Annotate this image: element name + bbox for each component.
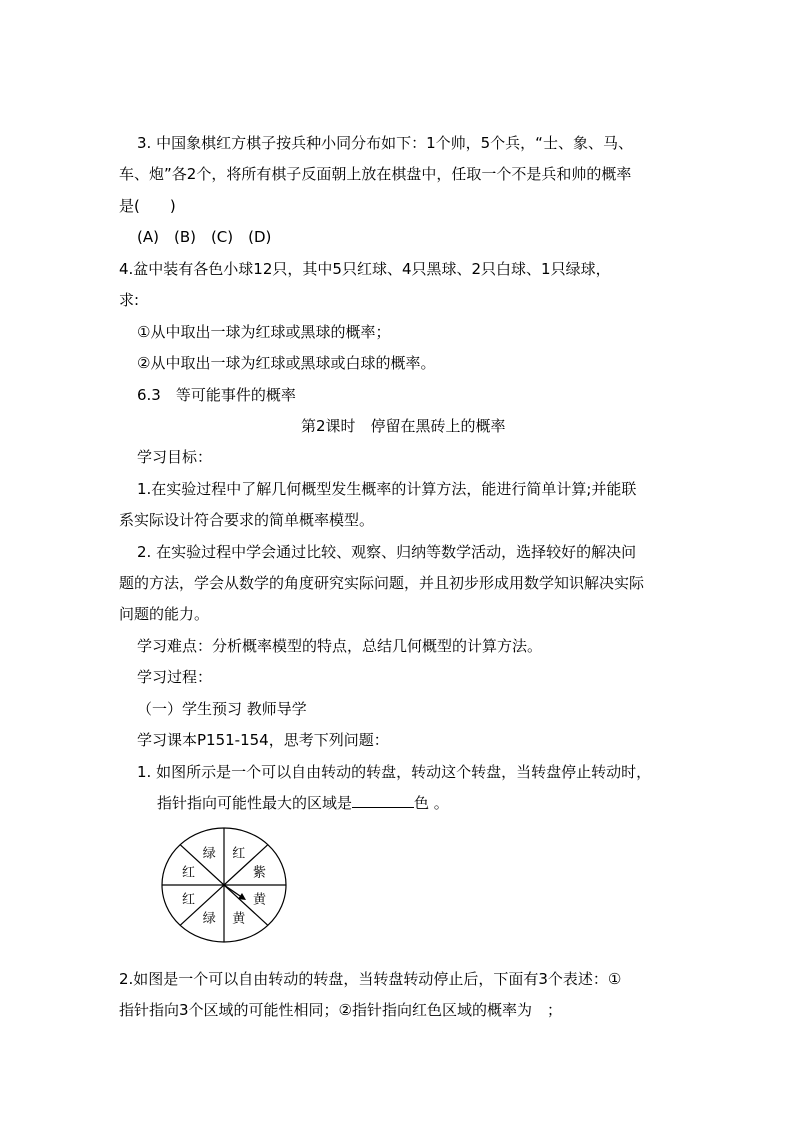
lesson-title: 第2课时 停留在黑砖上的概率: [301, 417, 506, 435]
problem-1-line-2: [157, 793, 449, 813]
q4-sub-2: ②从中取出一球为红球或黑球或白球的概率。: [137, 354, 436, 372]
process-heading: 学习过程：: [137, 668, 213, 686]
goal-2-line-2: 题的方法，学会从数学的角度研究实际问题，并且初步形成用数学知识解决实际: [119, 574, 645, 592]
answer-blank: [352, 793, 414, 808]
q4-line-2: 求:: [119, 291, 140, 309]
spinner-sector-label: 绿: [202, 846, 216, 862]
section-heading: 6.3 等可能事件的概率: [137, 386, 296, 404]
q4-sub-1: ①从中取出一球为红球或黑球的概率；: [137, 323, 391, 341]
problem-1-line-1: 1. 如图所示是一个可以自由转动的转盘，转动这个转盘，当转盘停止转动时，: [137, 763, 652, 781]
spinner-sector-label: 黄: [232, 911, 246, 927]
difficulty: 学习难点：分析概率模型的特点，总结几何概型的计算方法。: [137, 637, 543, 655]
goal-1-line-2: 系实际设计符合要求的简单概率模型。: [119, 511, 375, 529]
spinner-sector-label: 黄: [253, 892, 267, 908]
spinner-sector-label: 红: [181, 892, 195, 908]
process-part-1: （一）学生预习 教师导学: [137, 700, 307, 718]
spinner-wheel: [158, 824, 290, 946]
problem-2-line-2: 指针指向3个区域的可能性相同；②指针指向红色区域的概率为 ；: [119, 1001, 562, 1019]
problem-1-text: 指针指向可能性最大的区域是: [157, 794, 353, 812]
spinner-pointer: [224, 885, 246, 900]
goal-2-line-3: 问题的能力。: [119, 605, 210, 623]
spinner-sector-label: 红: [181, 865, 195, 881]
goal-1-line-1: 1.在实验过程中了解几何概型发生概率的计算方法，能进行简单计算;并能联: [137, 480, 637, 498]
problem-1-suffix: 色 。: [414, 794, 449, 812]
spinner-sector-label: 红: [232, 846, 246, 862]
q3-line-2: 车、炮”各2个，将所有棋子反面朝上放在棋盘中，任取一个不是兵和帅的概率: [119, 165, 632, 183]
q4-line-1: 4.盆中装有各色小球12只，其中5只红球、4只黑球、2只白球、1只绿球，: [119, 260, 611, 278]
spinner-sector-label: 紫: [253, 865, 267, 881]
goals-heading: 学习目标：: [137, 448, 213, 466]
spinner-sector-label: 绿: [202, 911, 216, 927]
q3-line-3: 是( ): [119, 197, 176, 215]
goal-2-line-1: 2. 在实验过程中学会通过比较、观察、归纳等数学活动，选择较好的解决问: [137, 543, 637, 561]
problem-2-line-1: 2.如图是一个可以自由转动的转盘，当转盘转动停止后，下面有3个表述：①: [119, 970, 622, 988]
q3-options: (A) (B) (C) (D): [137, 228, 272, 246]
process-read: 学习课本P151-154，思考下列问题：: [137, 731, 389, 749]
q3-line-1: 3. 中国象棋红方棋子按兵种小同分布如下：1个帅，5个兵，“士、象、马、: [137, 134, 633, 152]
